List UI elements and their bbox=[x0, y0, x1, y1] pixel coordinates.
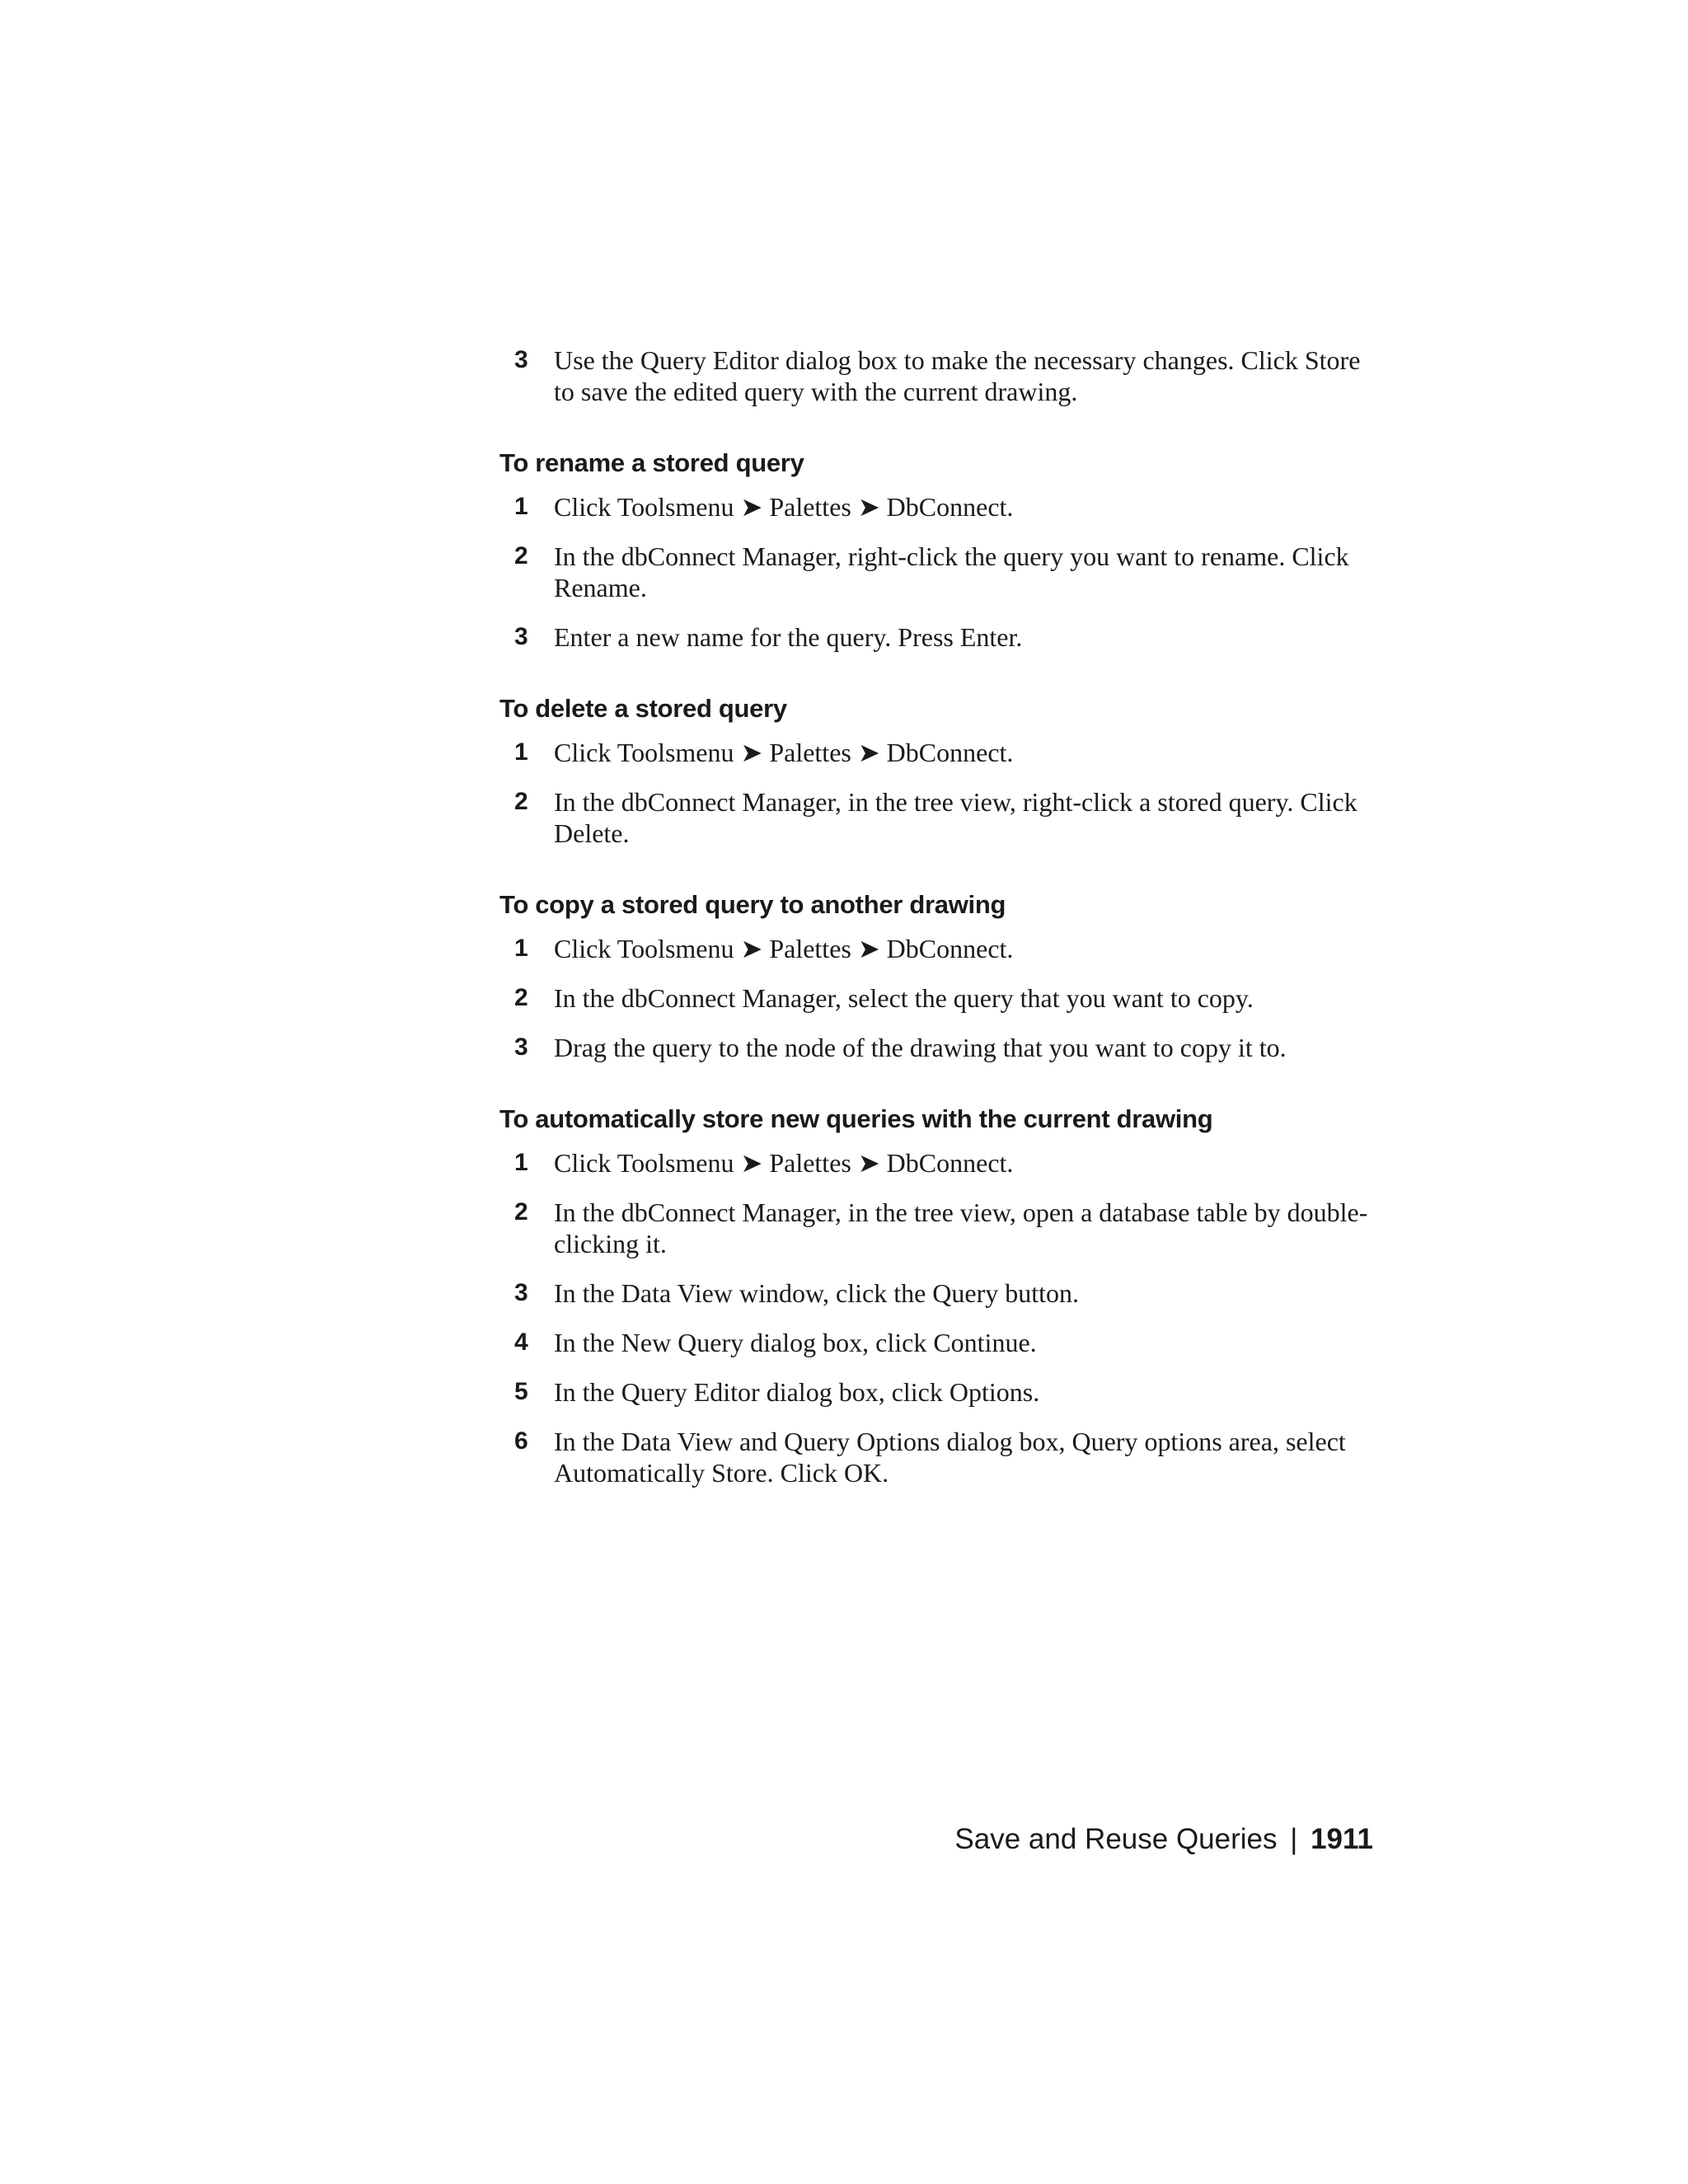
step-text: In the dbConnect Manager, right-click the query you want to rename. Click Rename. bbox=[554, 541, 1349, 602]
step-number: 6 bbox=[514, 1427, 528, 1455]
step-item bbox=[499, 737, 1373, 768]
step-number: 1 bbox=[514, 493, 528, 520]
section-heading: To delete a stored query bbox=[499, 694, 787, 723]
section-delete-query bbox=[499, 692, 1373, 849]
section-heading: To rename a stored query bbox=[499, 448, 804, 477]
step-text: In the Data View and Query Options dialog box, Query options area, select Automatically Store. Click OK. bbox=[554, 1427, 1346, 1488]
step-number: 2 bbox=[514, 1198, 528, 1226]
step-list bbox=[499, 344, 1373, 407]
step-text: In the dbConnect Manager, select the query that you want to copy. bbox=[554, 983, 1254, 1013]
step-text: In the New Query dialog box, click Continue. bbox=[554, 1328, 1037, 1357]
section-edit-continued bbox=[499, 344, 1373, 407]
step-number: 3 bbox=[514, 1033, 528, 1061]
page-number: 1911 bbox=[1311, 1823, 1373, 1855]
step-item bbox=[499, 982, 1373, 1014]
step-number: 2 bbox=[514, 984, 528, 1011]
section-auto-store bbox=[499, 1103, 1373, 1488]
step-number: 3 bbox=[514, 1279, 528, 1306]
step-number: 3 bbox=[514, 623, 528, 650]
section-heading: To copy a stored query to another drawing bbox=[499, 890, 1006, 919]
section-rename-query bbox=[499, 447, 1373, 653]
step-item bbox=[499, 541, 1373, 603]
step-text: Enter a new name for the query. Press Enter. bbox=[554, 622, 1023, 652]
step-text: In the Data View window, click the Query button. bbox=[554, 1278, 1080, 1308]
step-item bbox=[499, 344, 1373, 407]
step-text: Click Toolsmenu ➤ Palettes ➤ DbConnect. bbox=[554, 492, 1014, 522]
step-text: Drag the query to the node of the drawing that you want to copy it to. bbox=[554, 1033, 1287, 1062]
step-item bbox=[499, 1147, 1373, 1179]
step-number: 1 bbox=[514, 1149, 528, 1176]
footer-separator: | bbox=[1290, 1823, 1298, 1855]
page-footer bbox=[954, 1821, 1373, 1858]
step-number: 1 bbox=[514, 738, 528, 766]
step-item bbox=[499, 1197, 1373, 1259]
step-item bbox=[499, 621, 1373, 653]
step-text: In the dbConnect Manager, in the tree view, right-click a stored query. Click Delete. bbox=[554, 787, 1357, 848]
step-text: Click Toolsmenu ➤ Palettes ➤ DbConnect. bbox=[554, 934, 1014, 963]
step-number: 2 bbox=[514, 542, 528, 569]
step-number: 2 bbox=[514, 788, 528, 815]
step-number: 4 bbox=[514, 1329, 528, 1356]
step-text: In the Query Editor dialog box, click Options. bbox=[554, 1377, 1040, 1407]
step-item bbox=[499, 1327, 1373, 1358]
step-number: 3 bbox=[514, 346, 528, 373]
step-list bbox=[499, 933, 1373, 1063]
step-item bbox=[499, 933, 1373, 964]
step-list bbox=[499, 737, 1373, 849]
section-copy-query bbox=[499, 888, 1373, 1063]
step-text: Click Toolsmenu ➤ Palettes ➤ DbConnect. bbox=[554, 738, 1014, 767]
step-item bbox=[499, 1426, 1373, 1488]
step-number: 5 bbox=[514, 1378, 528, 1405]
step-item bbox=[499, 1032, 1373, 1063]
step-list bbox=[499, 1147, 1373, 1488]
step-text: In the dbConnect Manager, in the tree view, open a database table by double-clicking it. bbox=[554, 1197, 1368, 1258]
step-number: 1 bbox=[514, 935, 528, 962]
step-item bbox=[499, 1277, 1373, 1309]
step-text: Use the Query Editor dialog box to make the necessary changes. Click Store to save the edited query with the current drawing. bbox=[554, 345, 1361, 406]
page-content bbox=[499, 344, 1373, 1488]
section-heading: To automatically store new queries with the current drawing bbox=[499, 1104, 1213, 1133]
step-text: Click Toolsmenu ➤ Palettes ➤ DbConnect. bbox=[554, 1148, 1014, 1178]
step-item bbox=[499, 491, 1373, 523]
step-item bbox=[499, 786, 1373, 849]
step-list bbox=[499, 491, 1373, 653]
step-item bbox=[499, 1376, 1373, 1408]
footer-title: Save and Reuse Queries bbox=[954, 1823, 1278, 1855]
